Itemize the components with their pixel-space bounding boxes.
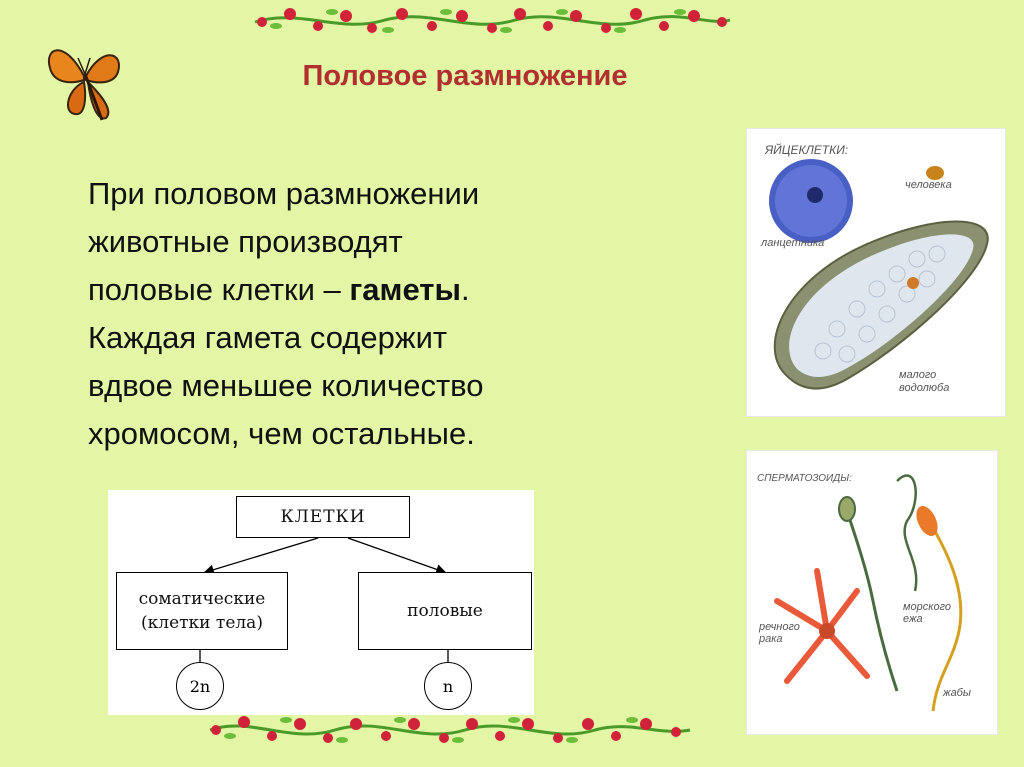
diagram-somatic-box [116, 572, 288, 650]
sperm-panel-heading: СПЕРМАТОЗОИДЫ: [757, 473, 852, 484]
sperm-label-urchin [903, 601, 951, 625]
diagram-somatic-line: (клетки тела) [141, 613, 263, 633]
slide-title: Половое размножение [302, 60, 628, 92]
floral-garland-top [0, 0, 1024, 40]
egg-cells-illustration [747, 129, 1005, 416]
diagram-diploid-circle: 2n [176, 662, 224, 710]
body-text-span: половые клетки – [88, 272, 350, 307]
diagram-root-box: КЛЕТКИ [236, 496, 410, 538]
diagram-somatic-line: соматические [138, 589, 266, 609]
sperm-label-crayfish-line: речного [759, 621, 800, 633]
sperm-label-frog: жабы [943, 687, 971, 699]
sperm-label-crayfish-line: рака [759, 633, 783, 645]
egg-panel-heading: ЯЙЦЕКЛЕТКИ: [765, 143, 849, 157]
body-paragraph [88, 170, 708, 458]
sperm-cells-image [746, 450, 998, 735]
body-text-span: . [460, 272, 470, 307]
egg-label-beetle-line: малого [899, 369, 937, 381]
egg-label-lancelet: ланцетника [761, 237, 825, 249]
body-line: животные производят [88, 224, 403, 259]
sperm-label-urchin-line: морского [903, 601, 952, 613]
egg-label-human: человека [905, 179, 952, 191]
body-line: хромосом, чем остальные. [88, 416, 475, 451]
body-line: Каждая гамета содержит [88, 320, 448, 355]
egg-label-beetle [899, 369, 949, 395]
body-line: вдвое меньшее количество [88, 368, 484, 403]
egg-cells-image [746, 128, 1006, 417]
diagram-haploid-circle: n [424, 662, 472, 710]
body-line: При половом размножении [88, 176, 480, 211]
diagram-sex-cells-box: половые [358, 572, 532, 650]
sperm-label-urchin-line: ежа [903, 613, 923, 625]
cell-classification-diagram [108, 490, 534, 715]
sperm-label-crayfish [759, 621, 800, 645]
egg-label-beetle-line: водолюба [899, 382, 950, 394]
gametes-term: гаметы [349, 272, 461, 307]
floral-garland-bottom [0, 710, 1024, 750]
body-line [88, 266, 708, 314]
